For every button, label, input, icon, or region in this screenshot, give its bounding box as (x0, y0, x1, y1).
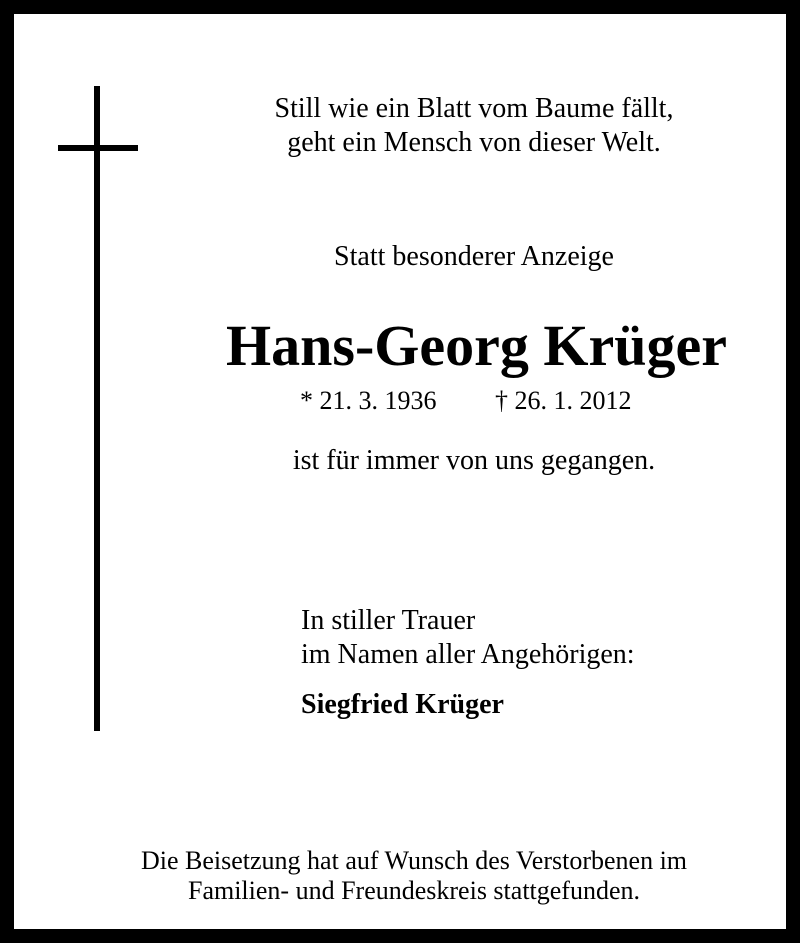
funeral-note-line-2: Familien- und Freundeskreis stattgefunden. (187, 876, 641, 905)
verse (184, 92, 764, 160)
cross-vertical-bar (94, 86, 100, 731)
birth-date: * 21. 3. 1936 (300, 386, 437, 415)
verse-line-1: Still wie ein Blatt vom Baume fällt, (274, 93, 674, 124)
mourner-name: Siegfried Krüger (301, 689, 504, 720)
death-date: † 26. 1. 2012 (495, 386, 632, 415)
mourning-text (301, 604, 635, 672)
pre-title: Statt besonderer Anzeige (334, 241, 614, 272)
mourning-line-2: im Namen aller Angehörigen: (301, 639, 635, 670)
funeral-note (44, 846, 784, 906)
deceased-name: Hans-Georg Krüger (226, 313, 727, 378)
passed-line: ist für immer von uns gegangen. (292, 445, 656, 476)
funeral-note-line-1: Die Beisetzung hat auf Wunsch des Verstorbenen im (140, 846, 688, 875)
cross-horizontal-bar (58, 145, 138, 151)
mourning-line-1: In stiller Trauer (301, 605, 476, 636)
verse-line-2: geht ein Mensch von dieser Welt. (287, 127, 661, 158)
